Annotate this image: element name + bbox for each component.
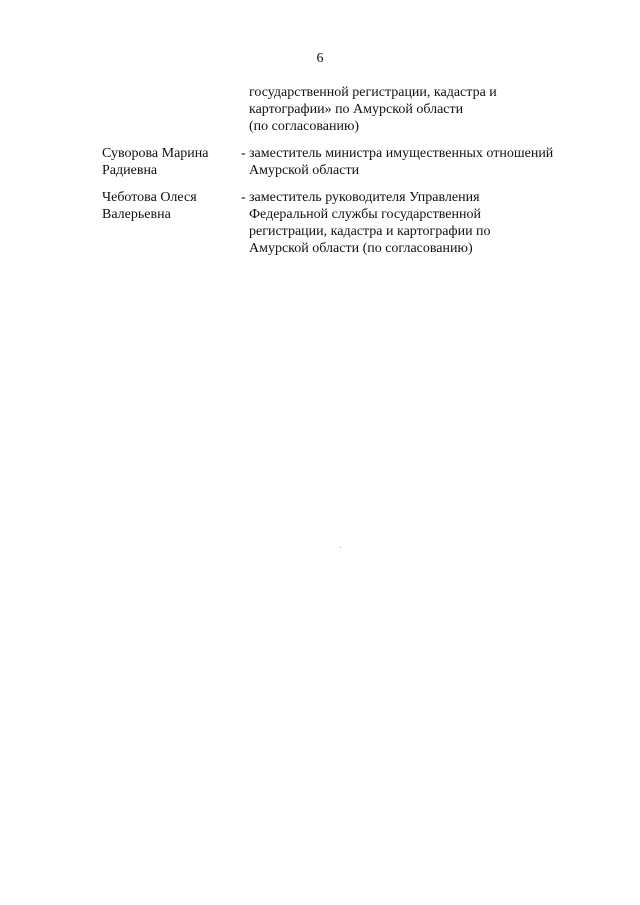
member-role xyxy=(249,189,594,257)
member-role-line: Амурской области xyxy=(249,163,360,178)
member-name xyxy=(102,189,232,223)
continuation-text xyxy=(249,84,589,135)
member-role-line: заместитель руководителя Управления xyxy=(249,190,480,205)
continuation-line: (по согласованию) xyxy=(249,119,360,134)
member-dash: - xyxy=(241,190,246,205)
member-name-line: Валерьевна xyxy=(102,207,171,222)
member-role-line: заместитель министра имущественных отношений xyxy=(249,146,554,161)
member-name-line: Суворова Марина xyxy=(102,146,209,161)
member-name-line: Чеботова Олеся xyxy=(102,190,197,205)
member-role xyxy=(249,145,594,179)
member-name xyxy=(102,145,232,179)
continuation-line: картографии» по Амурской области xyxy=(249,102,464,117)
member-name-line: Радиевна xyxy=(102,163,158,178)
member-role-line: Федеральной службы государственной xyxy=(249,207,481,222)
member-dash: - xyxy=(241,146,246,161)
member-role-line: регистрации, кадастра и картографии по xyxy=(249,224,491,239)
scan-speck xyxy=(340,547,341,548)
member-role-line: Амурской области (по согласованию) xyxy=(249,241,473,256)
page-number: 6 xyxy=(316,51,324,66)
continuation-line: государственной регистрации, кадастра и xyxy=(249,85,497,100)
